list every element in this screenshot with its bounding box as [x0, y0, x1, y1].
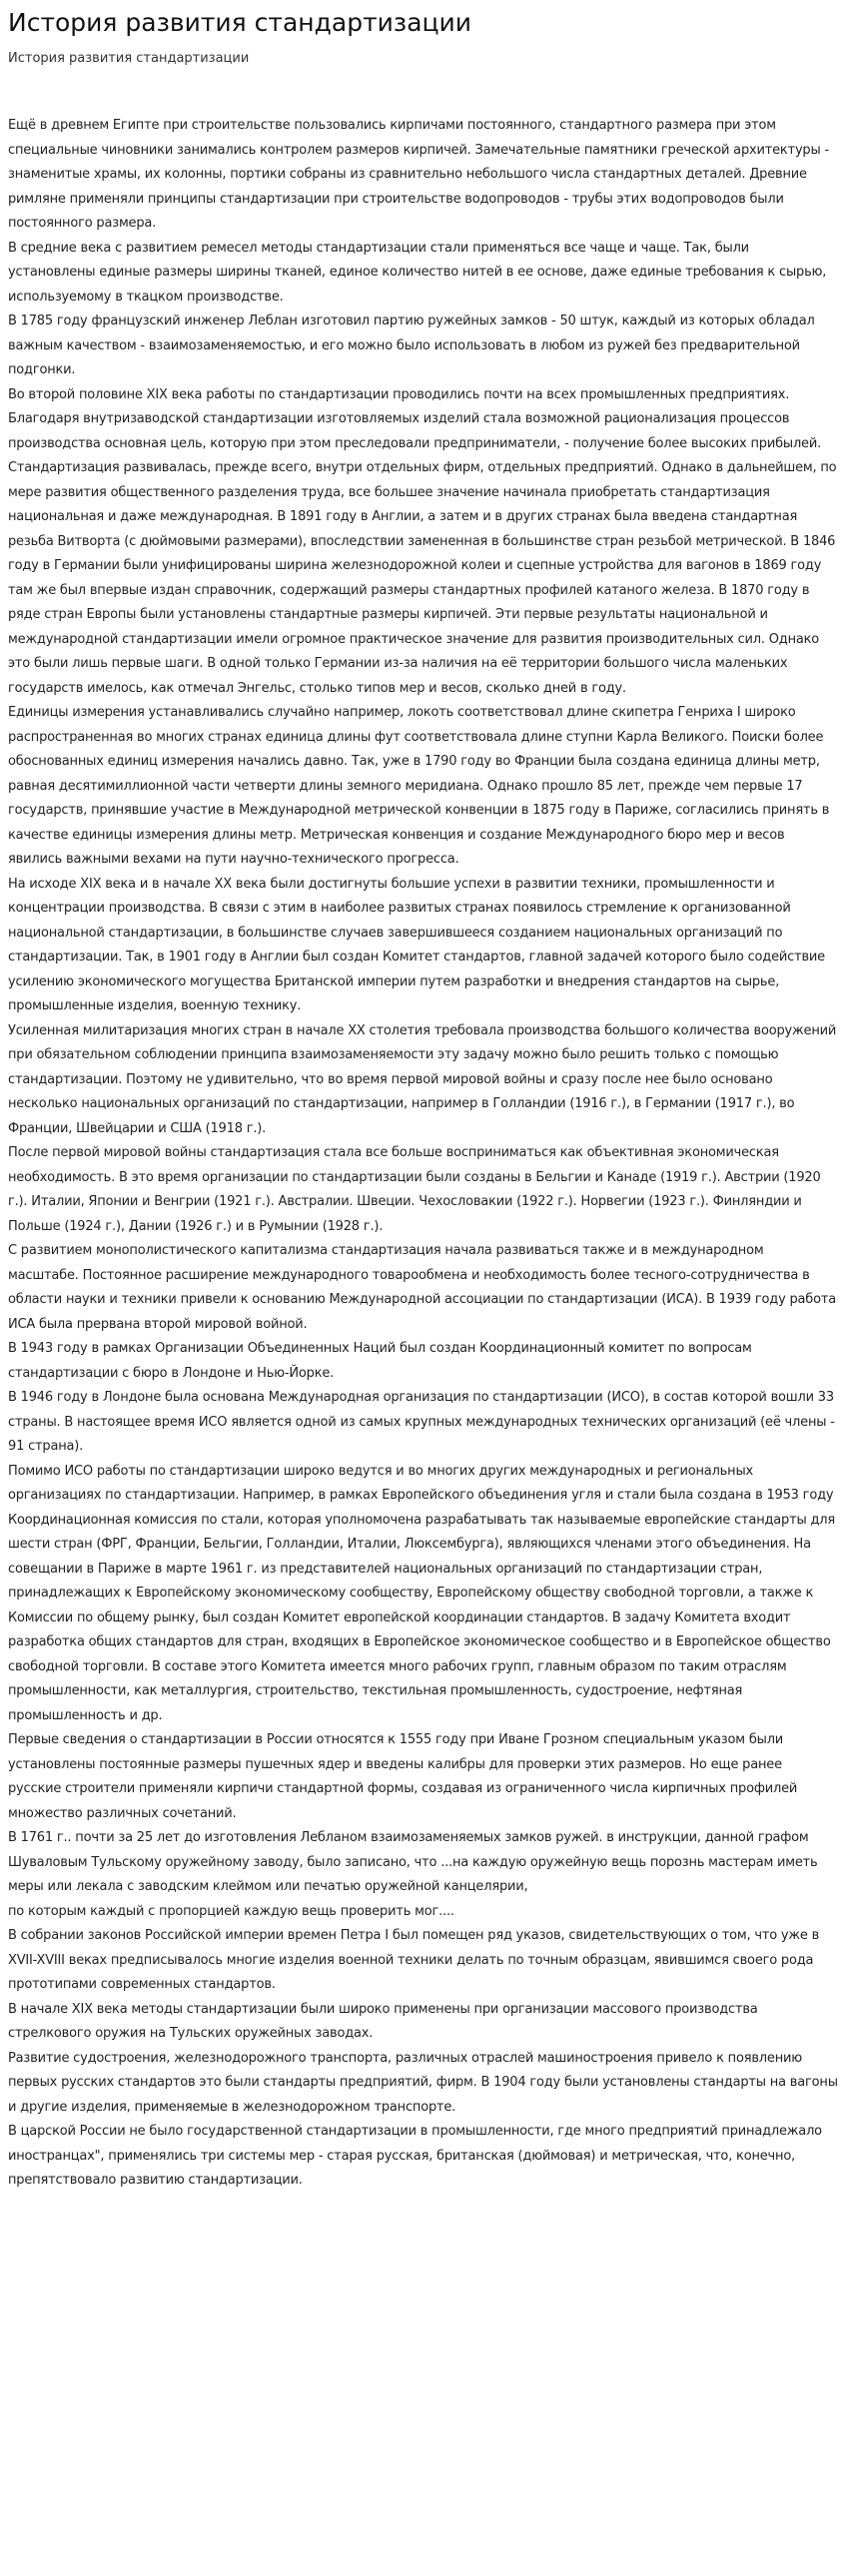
paragraph: Усиленная милитаризация многих стран в начале XX столетия требовала производства большого количества вооружений при обязательном соблюдении принципа взаимозаменяемости эту задачу можно было решить только с помощью стандартизации. Поэтому не удивительно, что во время первой мировой войны и сразу после нее было основано несколько национальных организаций по стандартизации, например в Голландии (1916 г.), в Германии (1917 г.), во Франции, Швейцарии и США (1918 г.).	[8, 1022, 837, 1136]
paragraph: В 1946 году в Лондоне была основана Международная организация по стандартизации (ИСО), в состав которой вошли 33 страны. В настоящее время ИСО является одной из самых крупных международных технических организаций (её члены - 91 страна).	[8, 1390, 835, 1454]
paragraph: В царской России не было государственной стандартизации в промышленности, где много предприятий принадлежало иностранцаx", применялись три системы мер - старая русская, британская (дюймовая) и метрическая, что, конечно, препятствовало развитию стандартизации.	[8, 2124, 822, 2188]
paragraph: Во второй половине XIX века работы по стандартизации проводились почти на всех промышленных предприятиях. Благодаря внутризаводской стандартизации изготовляемых изделий стала возможной рационализация процессов производства основная цель, которую при этом преследовали предприниматели, - получение более высоких прибылей. Стандартизация развивалась, прежде всего, внутри отдельных фирм, отдельных предприятий. Однако в дальнейшем, по мере развития общественного разделения труда, все большее значение начинала приобретать стандартизация национальная и даже международная. В 1891 году в Англии, а затем и в других странах была введена стандартная резьба Витворта (с дюймовыми размерами), впоследствии замененная в большинстве стран резьбой метрической. В 1846 году в Германии были унифицированы ширина железнодорожной колеи и сцепные устройства для вагонов в 1869 году там же был впервые издан справочник, содержащий размеры стандартных профилей катаного железа. В 1870 году в ряде стран Европы были установлены стандартные размеры кирпичей. Эти первые результаты национальной и международной стандартизации имели огромное практическое значение для развития производительных сил. Однако это были лишь первые шаги. В одной только Германии из-за наличия на её территории большого числа маленьких государств имелось, как отмечал Энгельс, столько типов мер и весов, сколько дней в году.	[8, 386, 837, 696]
paragraph: Развитие судостроения, железнодорожного транспорта, различных отраслей машиностроения привело к появлению первых русских стандартов это были стандарты предприятий, фирм. В 1904 году были установлены стандарты на вагоны и другие изделия, применяемые в железнодорожном транспорте.	[8, 2050, 838, 2115]
paragraph: На исходе XIX века и в начале XX века были достигнуты большие успехи в развитии техники, промышленности и концентрации производства. В связи с этим в наиболее развитых странах появилось стремление к организованной национальной стандартизации, в большинстве случаев завершившееся созданием национальных организаций по стандартизации. Так, в 1901 году в Англии был создан Комитет стандартов, главной задачей которого было содействие усилению экономического могущества Британской империи путем разработки и внедрения стандартов на сырье, промышленные изделия, военную технику.	[8, 876, 825, 1013]
paragraph: по которым каждый с пропорцией каждую вещь проверить мог....	[8, 1903, 454, 1919]
page-title: История развития стандартизации	[8, 8, 472, 37]
paragraph: Помимо ИСО работы по стандартизации широко ведутся и во многих других международных и региональных организациях по стандартизации. Например, в рамках Европейского объединения угля и стали была создана в 1953 году Координационная комиссия по стали, которая уполномочена разрабатывать так называемые европейские стандарты для шести стран (ФРГ, Франции, Бельгии, Голландии, Италии, Люксембурга), являющихся членами этого объединения. На совещании в Париже в марте 1961 г. из представителей национальных организаций по стандартизации стран, принадлежащих к Европейскому экономическому сообществу, Европейскому обществу свободной торговли, а также к Комиссии по общему рынку, был создан Комитет европейской координации стандартов. В задачу Комитета входит разработка общих стандартов для стран, входящих в Европейское экономическое сообщество и в Европейское общество свободной торговли. В составе этого Комитета имеется много рабочих групп, главным образом по таким отраслям промышленности, как металлургия, строительство, текстильная промышленность, судостроение, нефтяная промышленность и др.	[8, 1463, 835, 1723]
paragraph: В 1785 году французский инженер Леблан изготовил партию ружейных замков - 50 штук, каждый из которых обладал важным качеством - взаимозаменяемостью, и его можно было использовать в любом из ружей без предварительной подгонки.	[8, 314, 815, 377]
paragraph: В собрании законов Российской империи времен Петра I был помещен ряд указов, свидетельствующих о том, что уже в XVII-XVIII веках предписывалось многие изделия военной техники делать по точным образцам, явившимся своего рода прототипами современных стандартов.	[8, 1928, 820, 1992]
paragraph: Первые сведения о стандартизации в России относятся к 1555 году при Иване Грозном специальным указом были установлены постоянные размеры пушечных ядер и введены калибры для проверки этих размеров. Но еще ранее русские строители применяли кирпичи стандартной формы, создавая из ограниченного числа кирпичных профилей множество различных сочетаний.	[8, 1732, 798, 1821]
paragraph: Ещё в древнем Египте при строительстве пользовались кирпичами постоянного, стандартного размера при этом специальные чиновники занимались контролем размеров кирпичей. Замечательные памятники греческой архитектуры - знаменитые храмы, их колонны, портики собраны из сравнительно небольшого числа стандартных деталей. Древние римляне применяли принципы стандартизации при строительстве водопроводов - трубы этих водопроводов были постоянного размера.	[8, 118, 829, 231]
paragraph: С развитием монополистического капитализма стандартизация начала развиваться также и в международном масштабе. Постоянное расширение международного товарообмена и необходимость более тесного-сотрудничества в области науки и техники привели к основанию Международной ассоциации по стандартизации (ИСА). В 1939 году работа ИСА была прервана второй мировой войной.	[8, 1243, 837, 1332]
paragraph: В средние века с развитием ремесел методы стандартизации стали применяться все чаще и чаще. Так, были установлены единые размеры ширины тканей, единое количество нитей в ее основе, даже единые требования к сырью, используемому в ткацком производстве.	[8, 240, 827, 305]
paragraph: В начале XIX века методы стандартизации были широко применены при организации массового производства стрелкового оружия на Тульских оружейных заводах.	[8, 2001, 758, 2041]
page-subtitle: История развития стандартизации	[8, 51, 250, 66]
paragraph: После первой мировой войны стандартизация стала все больше восприниматься как объективная экономическая необходимость. В это время организации по стандартизации были созданы в Бельгии и Канаде (1919 г.). Австрии (1920 г.). Италии, Японии и Венгрии (1921 г.). Австралии. Швеции. Чехословакии (1922 г.). Норвегии (1923 г.). Финляндии и Польше (1924 г.), Дании (1926 г.) и в Румынии (1928 г.).	[8, 1145, 821, 1234]
paragraph: В 1943 году в рамках Организации Объединенных Наций был создан Координационный комитет по вопросам стандартизации с бюро в Лондоне и Нью-Йорке.	[8, 1341, 752, 1381]
paragraph: В 1761 г.. почти за 25 лет до изготовления Лебланом взаимозаменяемых замков ружей. в инструкции, данной графом Шуваловым Тульскому оружейному заводу, было записано, что ...на каждую оружейную вещь порознь мастерам иметь меры или лекала с заводским клеймом или печатью оружейной канцелярии,	[8, 1830, 818, 1894]
paragraph: Единицы измерения устанавливались случайно например, локоть соответствовал длине скипетра Генриха I широко распространенная во многих странах единица длины фут соответствовала длине ступни Карла Великого. Поиски более обоснованных единиц измерения начались давно. Так, уже в 1790 году во Франции была создана единица длины метр, равная десятимиллионной части четверти длины земного меридиана. Однако прошло 85 лет, прежде чем первые 17 государств, принявшие участие в Международной метрической конвенции в 1875 году в Париже, согласились принять в качестве единицы измерения длины метр. Метрическая конвенция и создание Международного бюро мер и весов явились важными вехами на пути научно-технического прогресса.	[8, 705, 830, 867]
article-body	[8, 114, 838, 2194]
